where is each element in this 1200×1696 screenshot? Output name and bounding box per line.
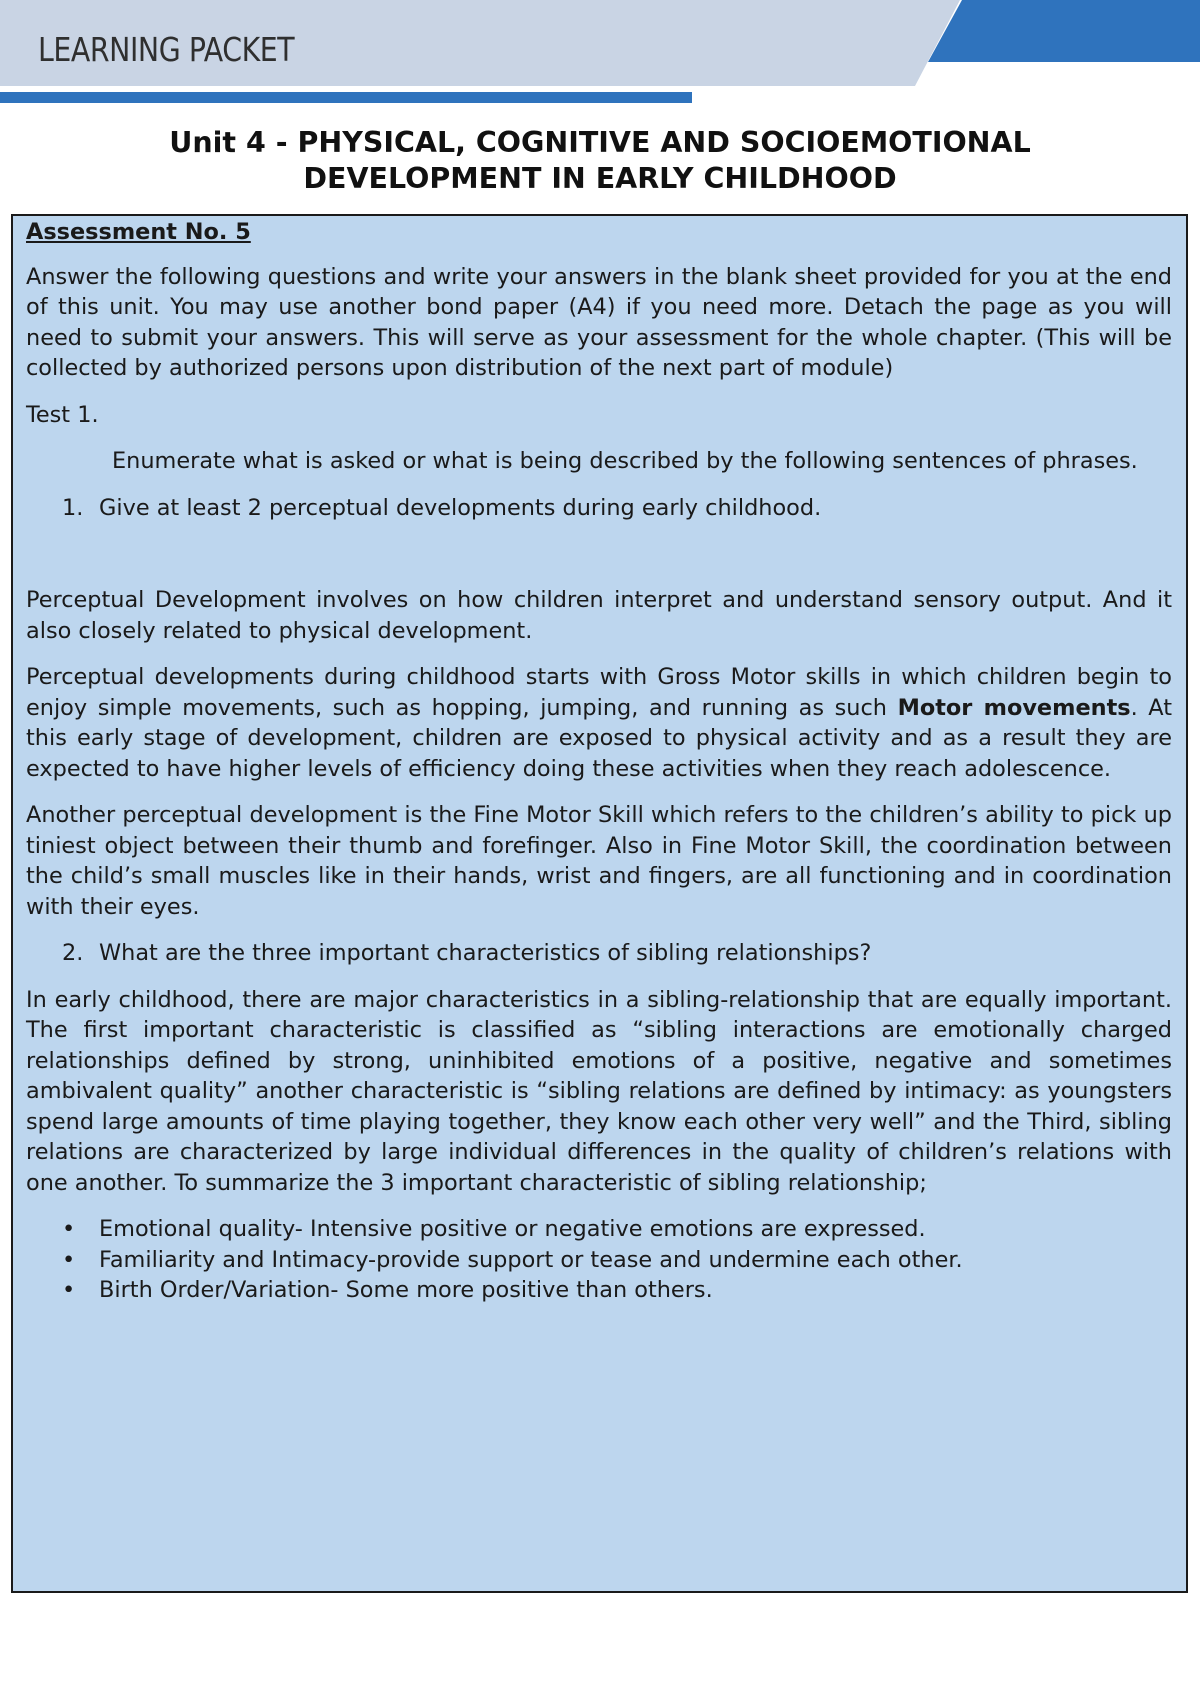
list-item-text: Birth Order/Variation- Some more positive than others. bbox=[99, 1277, 713, 1303]
list-item-text: Emotional quality- Intensive positive or negative emotions are expressed. bbox=[99, 1216, 926, 1242]
characteristics-list bbox=[26, 1214, 1172, 1306]
bullet-icon: • bbox=[62, 1216, 76, 1242]
answer-gap bbox=[26, 539, 1172, 585]
question-1 bbox=[26, 493, 1172, 524]
page-title-line-1: Unit 4 - PHYSICAL, COGNITIVE AND SOCIOEMOTIONAL bbox=[169, 126, 1031, 159]
list-item bbox=[26, 1275, 1172, 1306]
page-title-line-2: DEVELOPMENT IN EARLY CHILDHOOD bbox=[303, 162, 897, 195]
test-label: Test 1. bbox=[26, 401, 99, 428]
list-item bbox=[26, 1245, 1172, 1276]
assessment-content bbox=[26, 217, 1172, 1306]
header-accent-shape bbox=[928, 0, 1200, 62]
instructions-paragraph: Answer the following questions and write your answers in the blank sheet provided for you at the end of this unit. You may use another bond paper (A4) if you need more. Detach the page as you will need to submit your answers. This will serve as your assessment for the whole chapter. (This will be collected by authorized persons upon distribution of the next part of module) bbox=[26, 263, 1172, 381]
test-instruction: Enumerate what is asked or what is being described by the following sentences of phrases. bbox=[112, 448, 1138, 474]
bullet-icon: • bbox=[62, 1277, 76, 1303]
question-2-text: What are the three important characteristics of sibling relationships? bbox=[99, 940, 872, 966]
answer-1-p2-bold: Motor movements bbox=[897, 694, 1131, 721]
answer-1-p2-text-before: Perceptual developments during childhood starts with Gross Motor skills in which children begin to enjoy simple movements, such as hopping, jumping, and running as such bbox=[26, 664, 1172, 721]
bullet-icon: • bbox=[62, 1246, 76, 1273]
list-item bbox=[26, 1214, 1172, 1245]
answer-1-paragraph-3: Another perceptual development is the Fine Motor Skill which refers to the children’s ability to pick up tiniest object between their thumb and forefinger. Also in Fine Motor Skill, the coordination between the child’s small muscles like in their hands, wrist and fingers, are all functioning and in coordination with their eyes. bbox=[26, 802, 1172, 920]
page-title bbox=[0, 125, 1200, 197]
answer-2-paragraph: In early childhood, there are major characteristics in a sibling-relationship that are equally important. The first important characteristic is classified as “sibling interactions are emotionally charged relationships defined by strong, uninhibited emotions of a positive, negative and sometimes ambivalent quality” another characteristic is “sibling relations are defined by intimacy: as youngsters spend large amounts of time playing together, they know each other very well” and the Third, sibling relations are characterized by large individual differences in the quality of children’s relations with one another. To summarize the 3 important characteristic of sibling relationship; bbox=[26, 986, 1172, 1196]
question-2-number: 2. bbox=[62, 940, 84, 966]
question-1-text: Give at least 2 perceptual developments during early childhood. bbox=[99, 494, 822, 521]
answer-1-paragraph-2 bbox=[26, 662, 1172, 784]
answer-1-paragraph-1: Perceptual Development involves on how children interpret and understand sensory output. And it also closely related to physical development. bbox=[26, 587, 1172, 644]
learning-packet-label: LEARNING PACKET bbox=[38, 30, 295, 69]
question-1-number: 1. bbox=[62, 494, 84, 521]
question-2 bbox=[26, 938, 1172, 969]
header-underline-bar bbox=[0, 92, 692, 103]
assessment-heading: Assessment No. 5 bbox=[26, 219, 251, 245]
list-item-text: Familiarity and Intimacy-provide support or tease and undermine each other. bbox=[99, 1246, 963, 1273]
answer-1-p2-text-after: . At this early stage of development, children are exposed to physical activity and as a result they are expected to have higher levels of efficiency doing these activities when they reach adolescence. bbox=[26, 694, 1173, 782]
